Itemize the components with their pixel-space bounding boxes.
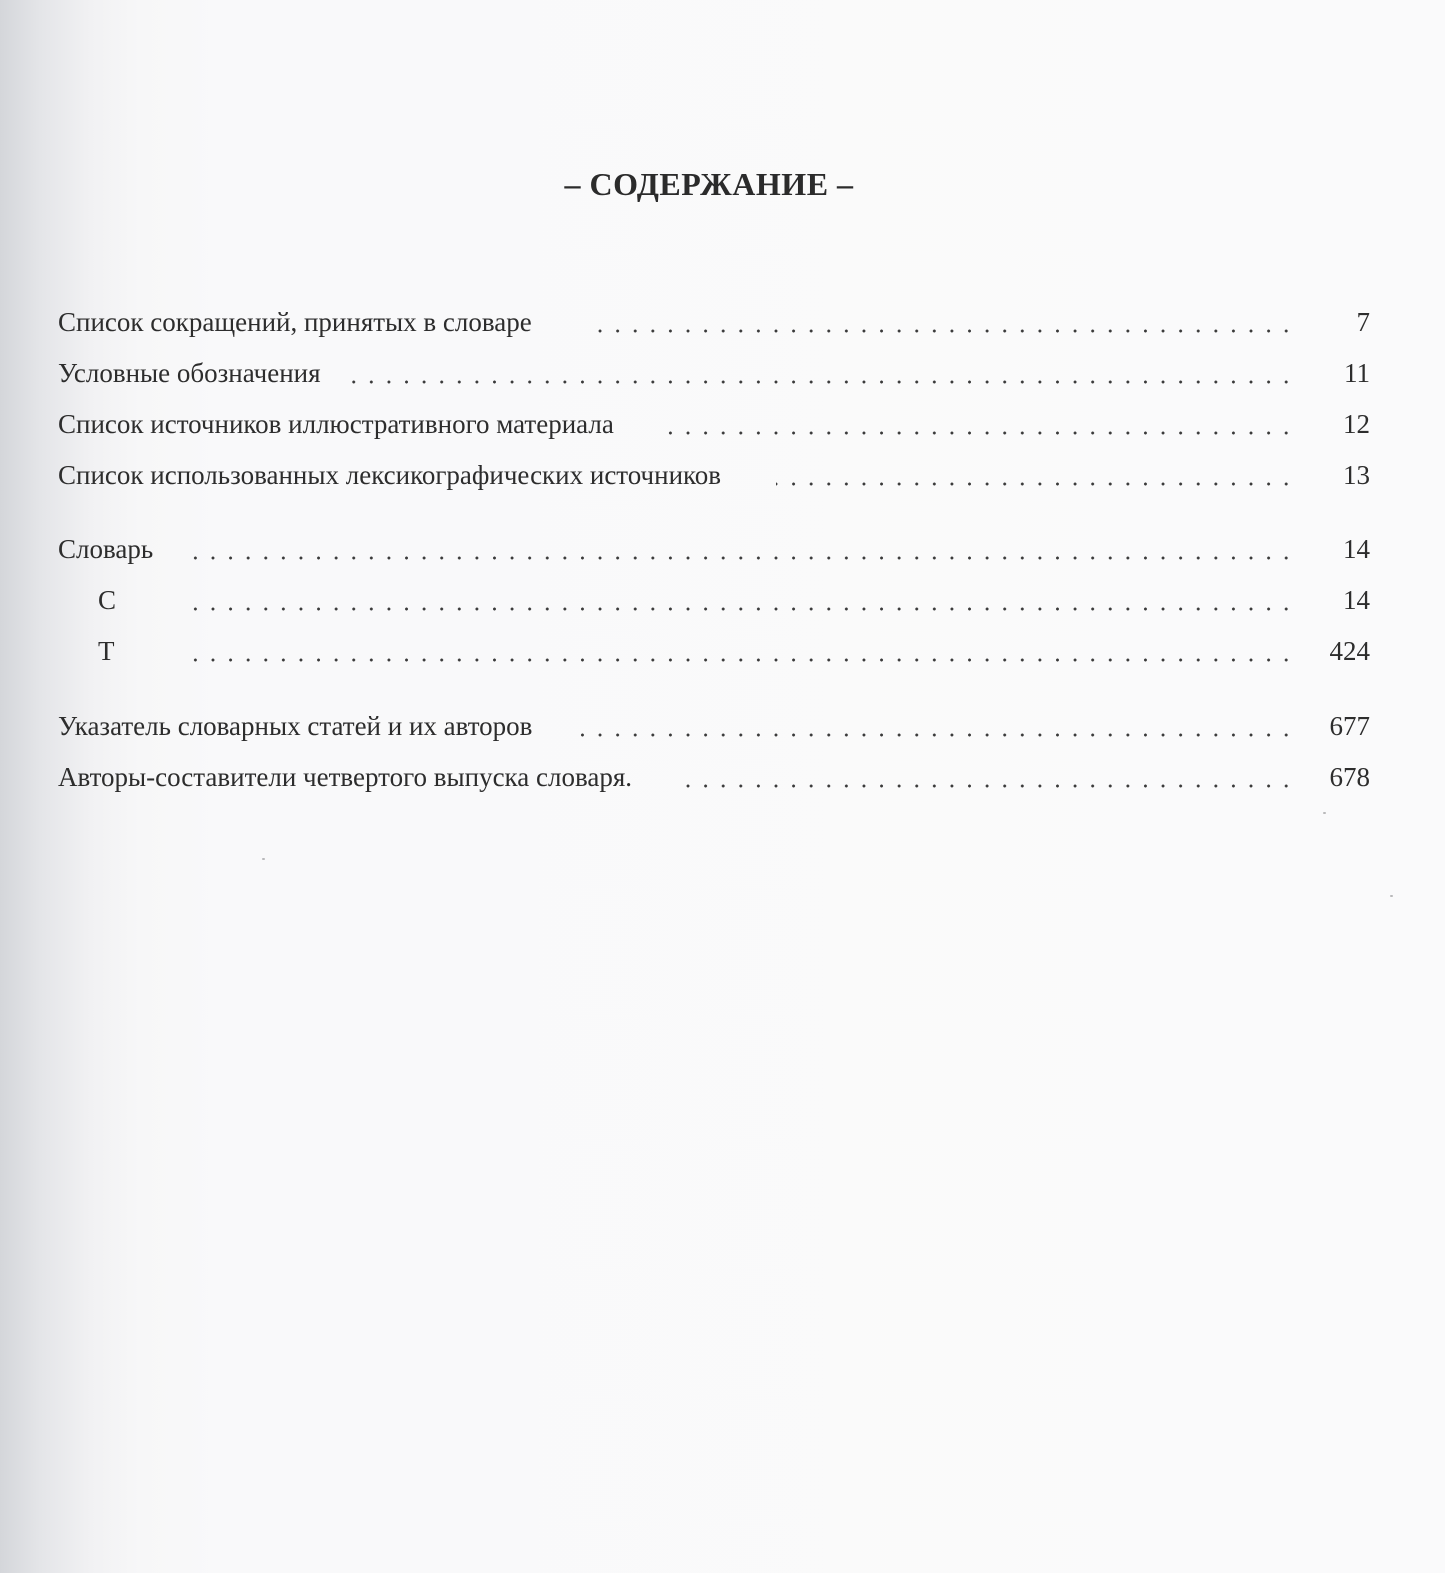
toc-entry-label: Список сокращений, принятых в словаре: [58, 307, 532, 337]
toc-entry-page: 13: [1343, 460, 1370, 490]
paper-speck: [1323, 812, 1326, 814]
toc-entry-illustrative-sources[interactable]: [58, 406, 1370, 442]
toc-entry-lexicographic-sources[interactable]: [58, 457, 1370, 493]
toc-entry-abbreviations[interactable]: [58, 304, 1370, 340]
toc-entry-page: 12: [1343, 409, 1370, 439]
dot-leader: [586, 312, 1295, 334]
toc-entry-label: Т: [98, 636, 115, 666]
toc-entry-dictionary[interactable]: [58, 531, 1370, 567]
toc-entry-article-index[interactable]: [58, 708, 1370, 744]
toc-entry-label: Список использованных лексикографических источников: [58, 460, 722, 490]
dot-leader: [188, 539, 1295, 561]
toc-entry-label: Авторы-составители четвертого выпуска словаря.: [58, 762, 633, 792]
toc-entry-authors[interactable]: [58, 759, 1370, 795]
toc-entry-label: С: [98, 585, 117, 615]
toc-entry-label: Условные обозначения: [58, 358, 321, 388]
toc-entry-label: Словарь: [58, 534, 154, 564]
dot-leader: [776, 465, 1295, 487]
dot-leader: [662, 414, 1295, 436]
toc-entry-page: 678: [1329, 762, 1370, 792]
toc-entry-symbols[interactable]: [58, 355, 1370, 391]
page-title: – СОДЕРЖАНИЕ –: [564, 166, 854, 202]
paper-speck: [1390, 895, 1393, 897]
dot-leader: [188, 590, 1295, 612]
toc-entry-page: 11: [1344, 358, 1370, 388]
dot-leader: [570, 716, 1295, 738]
toc-entry-page: 424: [1329, 636, 1370, 666]
toc-entry-page: 7: [1356, 307, 1370, 337]
paper-speck: [262, 858, 265, 860]
dot-leader: [188, 641, 1295, 663]
toc-entry-label: Список источников иллюстративного материала: [58, 409, 614, 439]
toc-entry-page: 14: [1343, 534, 1370, 564]
toc-entry-letter-s[interactable]: [58, 582, 1370, 618]
toc-entry-page: 14: [1343, 585, 1370, 615]
dot-leader: [340, 363, 1295, 385]
dot-leader: [672, 767, 1295, 789]
toc-entry-letter-t[interactable]: [58, 633, 1370, 669]
toc-entry-label: Указатель словарных статей и их авторов: [58, 711, 533, 741]
toc-entry-page: 677: [1329, 711, 1370, 741]
